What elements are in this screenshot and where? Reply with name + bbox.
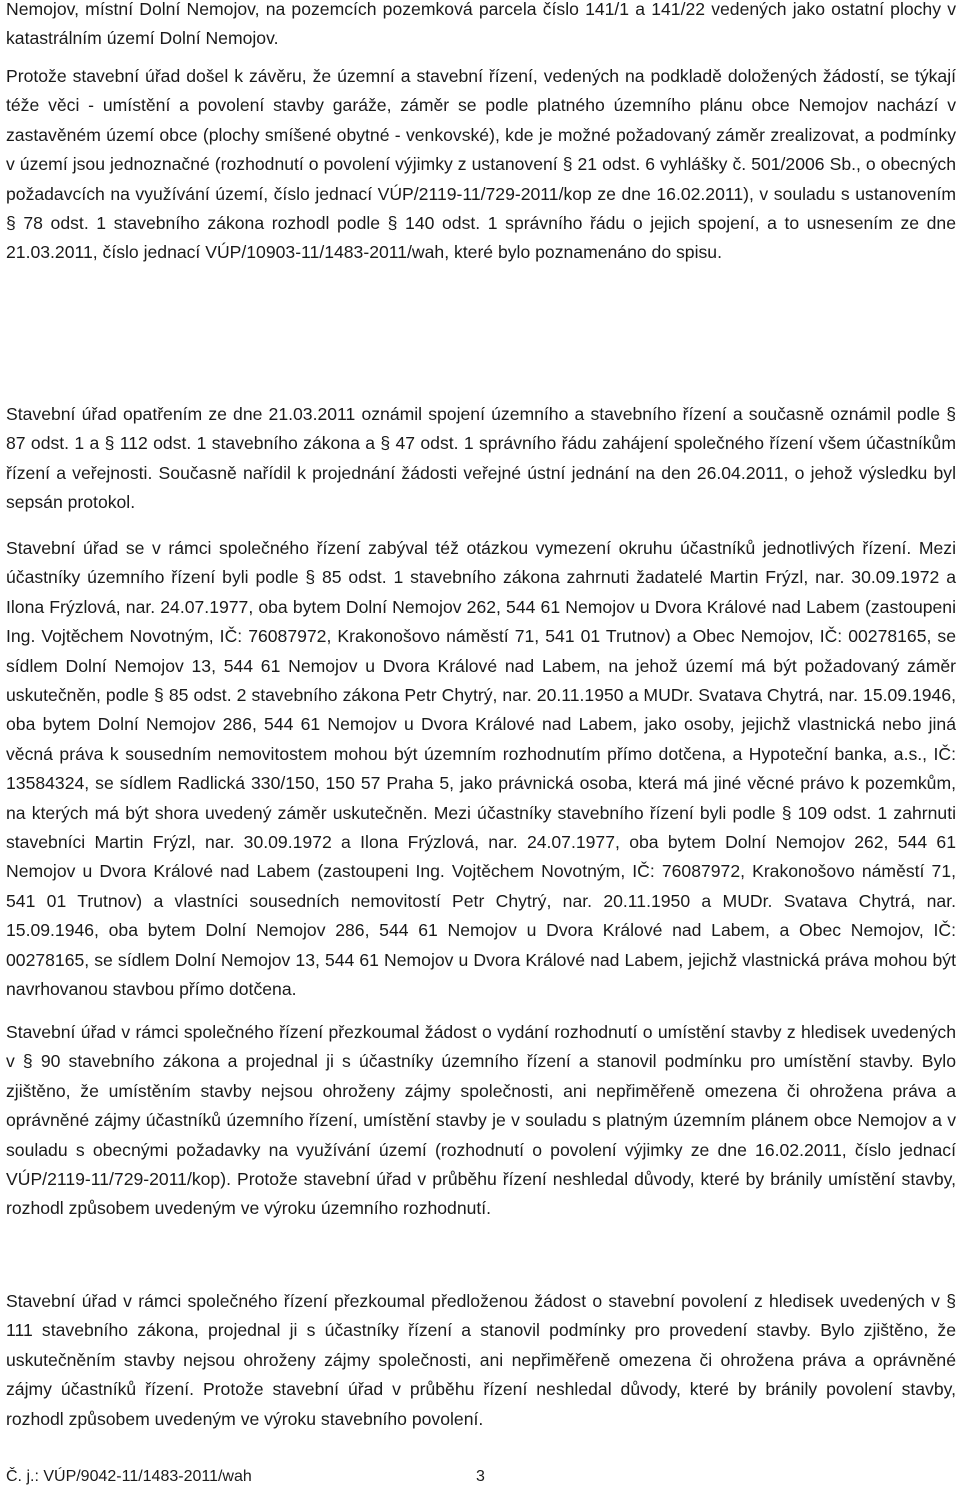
paragraph-building-permit-review: Stavební úřad v rámci společného řízení přezkoumal předloženou žádost o stavební povolení z hledisek uvedených v § 111 stavebního zákona, projednal ji s účastníky řízení a stanovil podmínky pro provedení stavby. Bylo zjištěno, že uskutečněním stavby nejsou ohroženy zájmy společnosti, ani nepřiměřeně omezena či ohrožena práva a oprávněné zájmy účastníků řízení. Protože stavební úřad v průběhu řízení neshledal důvody, které by bránily povolení stavby, rozhodl způsobem uvedeným ve výroku stavebního povolení. <box>6 1291 956 1429</box>
paragraph-notice-of-proceedings: Stavební úřad opatřením ze dne 21.03.2011 oznámil spojení územního a stavebního řízení a současně oznámil podle § 87 odst. 1 a § 112 odst. 1 stavebního zákona a § 47 odst. 1 správního řádu zahájení společného řízení všem účastníkům řízení a veřejnosti. Současně nařídil k projednání žádosti veřejné ústní jednání na den 26.04.2011, o jehož výsledku byl sepsán protokol. <box>6 404 956 513</box>
paragraph-zoning-review: Stavební úřad v rámci společného řízení přezkoumal žádost o vydání rozhodnutí o umístění stavby z hledisek uvedených v § 90 stavebního zákona a projednal ji s účastníky územního řízení a stanovil podmínku pro umístění stavby. Bylo zjištěno, že umístěním stavby nejsou ohroženy zájmy společnosti, ani nepřiměřeně omezena či ohrožena práva a oprávněné zájmy účastníků územního řízení, umístění stavby je v souladu s platným územním plánem obce Nemojov a v souladu s obecnými požadavky na využívání území (rozhodnutí o povolení výjimky ze dne 16.02.2011, číslo jednací VÚP/2119-11/729-2011/kop). Protože stavební úřad v průběhu řízení neshledal důvody, které by bránily umístění stavby, rozhodl způsobem uvedeným ve výroku územního rozhodnutí. <box>6 1022 956 1219</box>
page-number: 3 <box>476 1468 485 1485</box>
paragraph-participants: Stavební úřad se v rámci společného řízení zabýval též otázkou vymezení okruhu účastníků jednotlivých řízení. Mezi účastníky územního řízení byli podle § 85 odst. 1 stavebního zákona zahrnuti žadatelé Martin Frýzl, nar. 30.09.1972 a Ilona Frýzlová, nar. 24.07.1977, oba bytem Dolní Nemojov 262, 544 61 Nemojov u Dvora Králové nad Labem (zastoupeni Ing. Vojtěchem Novotným, IČ: 76087972, Krakonošovo náměstí 71, 541 01 Trutnov) a Obec Nemojov, IČ: 00278165, se sídlem Dolní Nemojov 13, 544 61 Nemojov u Dvora Králové nad Labem, na jehož území má být požadovaný záměr uskutečněn, podle § 85 odst. 2 stavebního zákona Petr Chytrý, nar. 20.11.1950 a MUDr. Svatava Chytrá, nar. 15.09.1946, oba bytem Dolní Nemojov 286, 544 61 Nemojov u Dvora Králové nad Labem, jako osoby, jejichž vlastnická nebo jiná věcná práva k sousedním nemovitostem mohou být územním rozhodnutím přímo dotčena, a Hypoteční banka, a.s., IČ: 13584324, se sídlem Radlická 330/150, 150 57 Praha 5, jako právnická osoba, která má jiné věcné právo k pozemkům, na kterých má být shora uvedený záměr uskutečněn. Mezi účastníky stavebního řízení byli podle § 109 odst. 1 zahrnuti stavebníci Martin Frýzl, nar. 30.09.1972 a Ilona Frýzlová, nar. 24.07.1977, oba bytem Dolní Nemojov 262, 544 61 Nemojov u Dvora Králové nad Labem (zastoupeni Ing. Vojtěchem Novotným, IČ: 76087972, Krakonošovo náměstí 71, 541 01 Trutnov) a vlastníci sousedních nemovitostí Petr Chytrý, nar. 20.11.1950 a MUDr. Svatava Chytrá, nar. 15.09.1946, oba bytem Dolní Nemojov 286, 544 61 Nemojov u Dvora Králové nad Labem, a Obec Nemojov, IČ: 00278165, se sídlem Dolní Nemojov 13, 544 61 Nemojov u Dvora Králové nad Labem, jejichž vlastnická práva mohou být navrhovanou stavbou přímo dotčena. <box>6 538 956 1000</box>
paragraph-merger-of-proceedings: Protože stavební úřad došel k závěru, že územní a stavební řízení, vedených na podkladě doložených žádostí, se týkají téže věci - umístění a povolení stavby garáže, záměr se podle platného územního plánu obce Nemojov nachází v zastavěném území obce (plochy smíšené obytné - venkovské), kde je možné požadovaný záměr zrealizovat, a podmínky v území jsou jednoznačné (rozhodnutí o povolení výjimky z ustanovení § 21 odst. 6 vyhlášky č. 501/2006 Sb., o obecných požadavcích na využívání území, číslo jednací VÚP/2119-11/729-2011/kop ze dne 16.02.2011), v souladu s ustanovením § 78 odst. 1 stavebního zákona rozhodl podle § 140 odst. 1 správního řádu o jejich spojení, a to usnesením ze dne 21.03.2011, číslo jednací VÚP/10903-11/1483-2011/wah, které bylo poznamenáno do spisu. <box>6 66 956 263</box>
reference-number: Č. j.: VÚP/9042-11/1483-2011/wah <box>6 1468 252 1485</box>
paragraph-parcel-location: Nemojov, místní Dolní Nemojov, na pozemcích pozemková parcela číslo 141/1 a 141/22 vedených jako ostatní plochy v katastrálním území Dolní Nemojov. <box>6 0 956 49</box>
